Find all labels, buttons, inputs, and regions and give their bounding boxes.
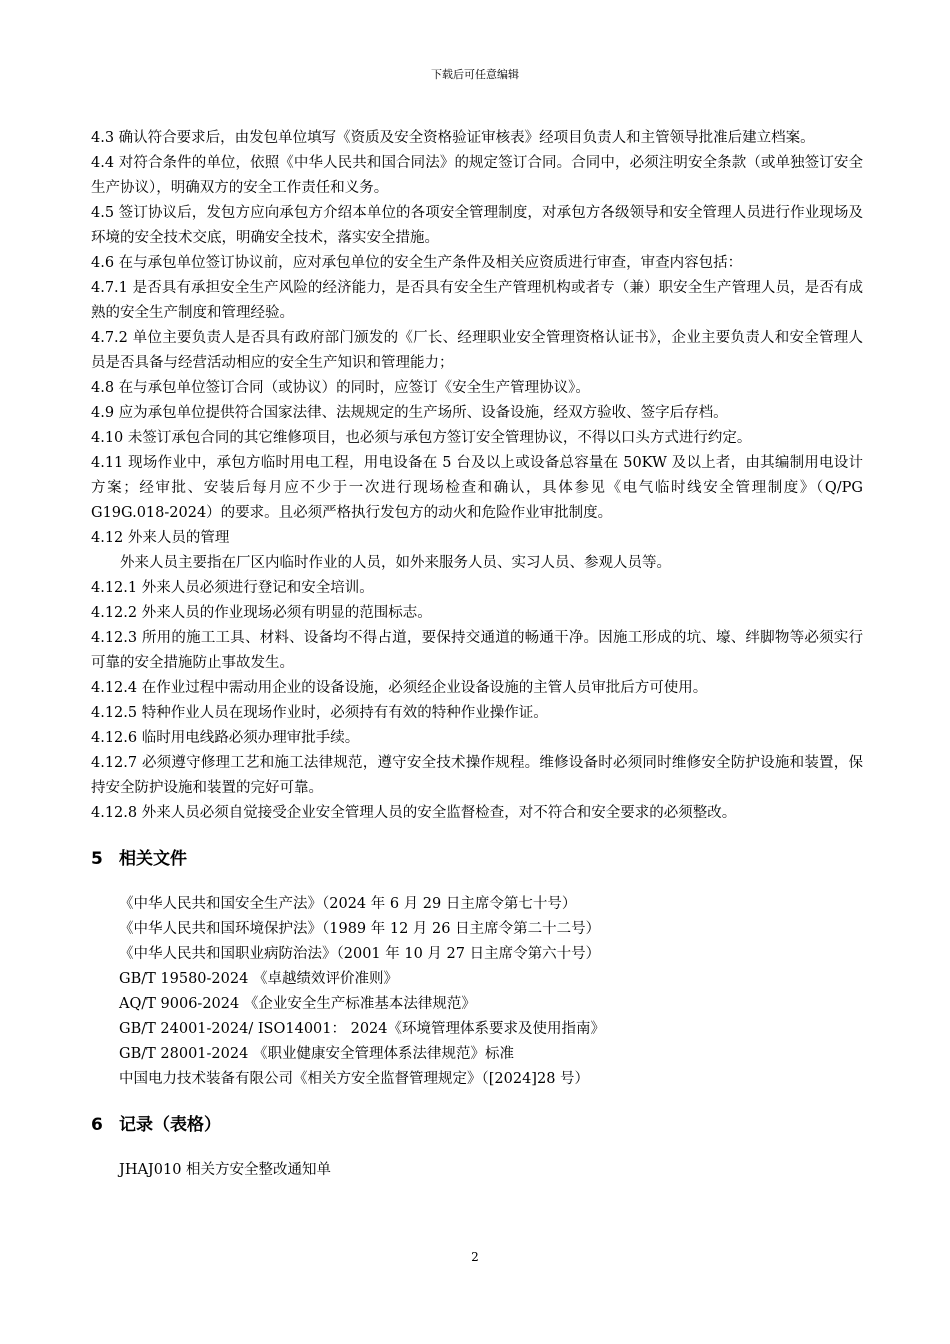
- related-document: 《中华人民共和国环境保护法》（1989 年 12 月 26 日主席令第二十二号）: [119, 921, 601, 937]
- record-form: JHAJ010 相关方安全整改通知单: [119, 1162, 332, 1178]
- paragraph-4-9: 4.9 应为承包单位提供符合国家法律、法规规定的生产场所、设备设施，经双方验收、签字后存档。: [91, 405, 728, 421]
- paragraph-4-12-3: 4.12.3 所用的施工工具、材料、设备均不得占道，要保持交通道的畅通干净。因施工形成的坑、壕、绊脚物等必须实行可靠的安全措施防止事故发生。: [91, 630, 863, 671]
- related-document: 《中华人民共和国职业病防治法》（2001 年 10 月 27 日主席令第六十号）: [119, 946, 601, 962]
- paragraph-4-12: 4.12 外来人员的管理: [91, 530, 230, 546]
- paragraph-4-12-7: 4.12.7 必须遵守修理工艺和施工法律规范，遵守安全技术操作规程。维修设备时必须同时维修安全防护设施和装置，保持安全防护设施和装置的完好可靠。: [91, 755, 863, 796]
- paragraph-4-12-2: 4.12.2 外来人员的作业现场必须有明显的范围标志。: [91, 605, 432, 621]
- related-documents-list: [91, 892, 863, 1092]
- paragraph-4-6: 4.6 在与承包单位签订协议前，应对承包单位的安全生产条件及相关应资质进行审查，审查内容包括：: [91, 255, 743, 271]
- paragraph-4-12-6: 4.12.6 临时用电线路必须办理审批手续。: [91, 730, 360, 746]
- related-document: 中国电力技术装备有限公司《相关方安全监督管理规定》（[2024]28 号）: [119, 1071, 590, 1087]
- page-number: 2: [471, 1250, 479, 1264]
- paragraph-4-11: 4.11 现场作业中，承包方临时用电工程，用电设备在 5 台及以上或设备总容量在 50KW 及以上者，由其编制用电设计方案；经审批、安装后每月应不少于一次进行现场检查和确认，具体参见《电气临时线安全管理制度》（Q/PG G19G.018-2024）的要求。且必须严格执行发包方的动火和危险作业审批制度。: [91, 455, 863, 521]
- paragraph-4-7-1: 4.7.1 是否具有承担安全生产风险的经济能力，是否具有安全生产管理机构或者专（兼）职安全生产管理人员，是否有成熟的安全生产制度和管理经验。: [91, 280, 863, 321]
- section-5-number: 5: [91, 849, 103, 869]
- paragraph-4-12-4: 4.12.4 在作业过程中需动用企业的设备设施，必须经企业设备设施的主管人员审批后方可使用。: [91, 680, 708, 696]
- section-6-number: 6: [91, 1115, 103, 1135]
- page-header: 下载后可任意编辑: [431, 68, 519, 81]
- paragraph-4-3: 4.3 确认符合要求后，由发包单位填写《资质及安全资格验证审核表》经项目负责人和主管领导批准后建立档案。: [91, 130, 815, 146]
- paragraph-4-5: 4.5 签订协议后，发包方应向承包方介绍本单位的各项安全管理制度，对承包方各级领导和安全管理人员进行作业现场及环境的安全技术交底，明确安全技术，落实安全措施。: [91, 205, 863, 246]
- document-body: [91, 126, 863, 1183]
- paragraph-4-12-5: 4.12.5 特种作业人员在现场作业时，必须持有有效的特种作业操作证。: [91, 705, 548, 721]
- related-document: GB/T 24001-2024/ ISO14001： 2024《环境管理体系要求及使用指南》: [119, 1021, 606, 1037]
- paragraph-4-12-1: 4.12.1 外来人员必须进行登记和安全培训。: [91, 580, 374, 596]
- section-5-heading: [91, 846, 863, 872]
- related-document: 《中华人民共和国安全生产法》（2024 年 6 月 29 日主席令第七十号）: [119, 896, 577, 912]
- related-document: GB/T 28001-2024 《职业健康安全管理体系法律规范》标准: [119, 1046, 514, 1062]
- paragraph-4-10: 4.10 未签订承包合同的其它维修项目，也必须与承包方签订安全管理协议，不得以口头方式进行约定。: [91, 430, 752, 446]
- records-list: [91, 1158, 863, 1183]
- related-document: AQ/T 9006-2024 《企业安全生产标准基本法律规范》: [119, 996, 476, 1012]
- paragraph-4-7-2: 4.7.2 单位主要负责人是否具有政府部门颁发的《厂长、经理职业安全管理资格认证书》，企业主要负责人和安全管理人员是否具备与经营活动相应的安全生产知识和管理能力；: [91, 330, 863, 371]
- paragraph-4-12-8: 4.12.8 外来人员必须自觉接受企业安全管理人员的安全监督检查，对不符合和安全要求的必须整改。: [91, 805, 737, 821]
- section-6-heading: [91, 1112, 863, 1138]
- section-5-title: 相关文件: [119, 849, 187, 869]
- related-document: GB/T 19580-2024 《卓越绩效评价准则》: [119, 971, 398, 987]
- section-6-title: 记录（表格）: [119, 1115, 221, 1135]
- paragraph-4-4: 4.4 对符合条件的单位，依照《中华人民共和国合同法》的规定签订合同。合同中，必须注明安全条款（或单独签订安全生产协议），明确双方的安全工作责任和义务。: [91, 155, 863, 196]
- paragraph-4-8: 4.8 在与承包单位签订合同（或协议）的同时，应签订《安全生产管理协议》。: [91, 380, 590, 396]
- paragraph-visitors-definition: 外来人员主要指在厂区内临时作业的人员，如外来服务人员、实习人员、参观人员等。: [120, 555, 671, 571]
